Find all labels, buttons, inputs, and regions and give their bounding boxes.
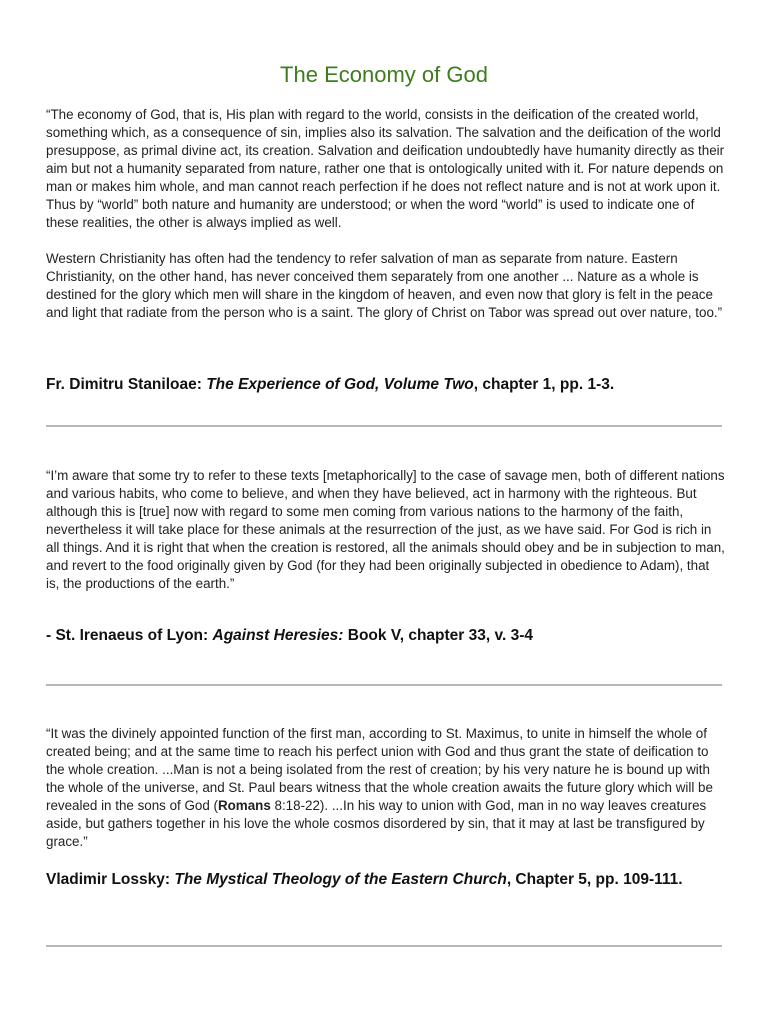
quote-text: “It was the divinely appointed function of the first man, according to St. Maximus, to unite in himself the whole of created being; and at the same time to reach his perfect union with God and thus grant the state of deification to the whole creation. ...Man is not a being isolated from the rest of creation; by his very nature he is bound up with the whole of the universe, and St. Paul bears witness that the whole creation awaits the future glory which will be revealed in the sons of God ( xyxy=(46,726,713,813)
citation-author: Fr. Dimitru Staniloae: xyxy=(46,376,207,393)
citation-location: , Chapter 5, pp. 109-111. xyxy=(506,871,683,888)
quote-paragraph: “I’m aware that some try to refer to these texts [metaphorically] to the case of savage men, both of different nations and various habits, who come to believe, and when they have believed, act in harmony with the righteous. But although this is [true] now with regard to some men coming from various nations to the harmony of the faith, nevertheless it will take place for these animals at the resurrection of the just, as we have said. For God is rich in all things. And it is right that when the creation is restored, all the animals should obey and be in subjection to man, and revert to the food originally given by God (for they had been originally subjected in obedience to Adam), that is, the productions of the earth.” xyxy=(46,468,725,591)
quote-paragraph xyxy=(46,725,726,851)
scripture-reference: Romans xyxy=(217,798,271,813)
quote-text: 8:18-22). ...In his way to union with God, man in no way leaves creatures aside, but gathers together in his love the whole cosmos disordered by sin, that it may at last be transfigured by grace.” xyxy=(46,798,707,849)
quote-staniloae xyxy=(46,106,726,322)
section-divider xyxy=(46,945,722,947)
citation-location: Book V, chapter 33, v. 3-4 xyxy=(343,627,533,644)
citation-work: The Experience of God, Volume Two xyxy=(206,376,474,393)
citation-work: The Mystical Theology of the Eastern Church xyxy=(174,871,507,888)
section-divider xyxy=(46,684,722,686)
quote-paragraph: “The economy of God, that is, His plan with regard to the world, consists in the deification of the created world, something which, as a consequence of sin, implies also its salvation. The salvation and the deification of the world presuppose, as primal divine act, its creation. Salvation and deification undoubtedly have humanity directly as their aim but not a humanity separated from nature, rather one that is ontologically united with it. For nature depends on man or makes him whole, and man cannot reach perfection if he does not reflect nature and is not at work upon it. Thus by “world” both nature and humanity are understood; or when the word “world” is used to indicate one of these realities, the other is always implied as well. xyxy=(46,107,725,230)
quote-paragraph: Western Christianity has often had the tendency to refer salvation of man as separate from nature. Eastern Christianity, on the other hand, has never conceived them separately from one another ... Nature as a whole is destined for the glory which men will share in the kingdom of heaven, and even now that glory is felt in the peace and light that radiate from the person who is a saint. The glory of Christ on Tabor was spread out over nature, too.” xyxy=(46,251,723,320)
citation-lossky xyxy=(46,870,726,890)
citation-location: , chapter 1, pp. 1-3. xyxy=(473,376,615,393)
citation-author: Vladimir Lossky: xyxy=(46,871,175,888)
quote-lossky xyxy=(46,725,726,851)
citation-irenaeus xyxy=(46,626,726,646)
citation-author: - St. Irenaeus of Lyon: xyxy=(46,627,213,644)
citation-work: Against Heresies: xyxy=(212,627,344,644)
citation-staniloae xyxy=(46,375,726,395)
section-divider xyxy=(46,425,722,427)
page-title: The Economy of God xyxy=(280,62,488,87)
quote-irenaeus xyxy=(46,467,726,593)
